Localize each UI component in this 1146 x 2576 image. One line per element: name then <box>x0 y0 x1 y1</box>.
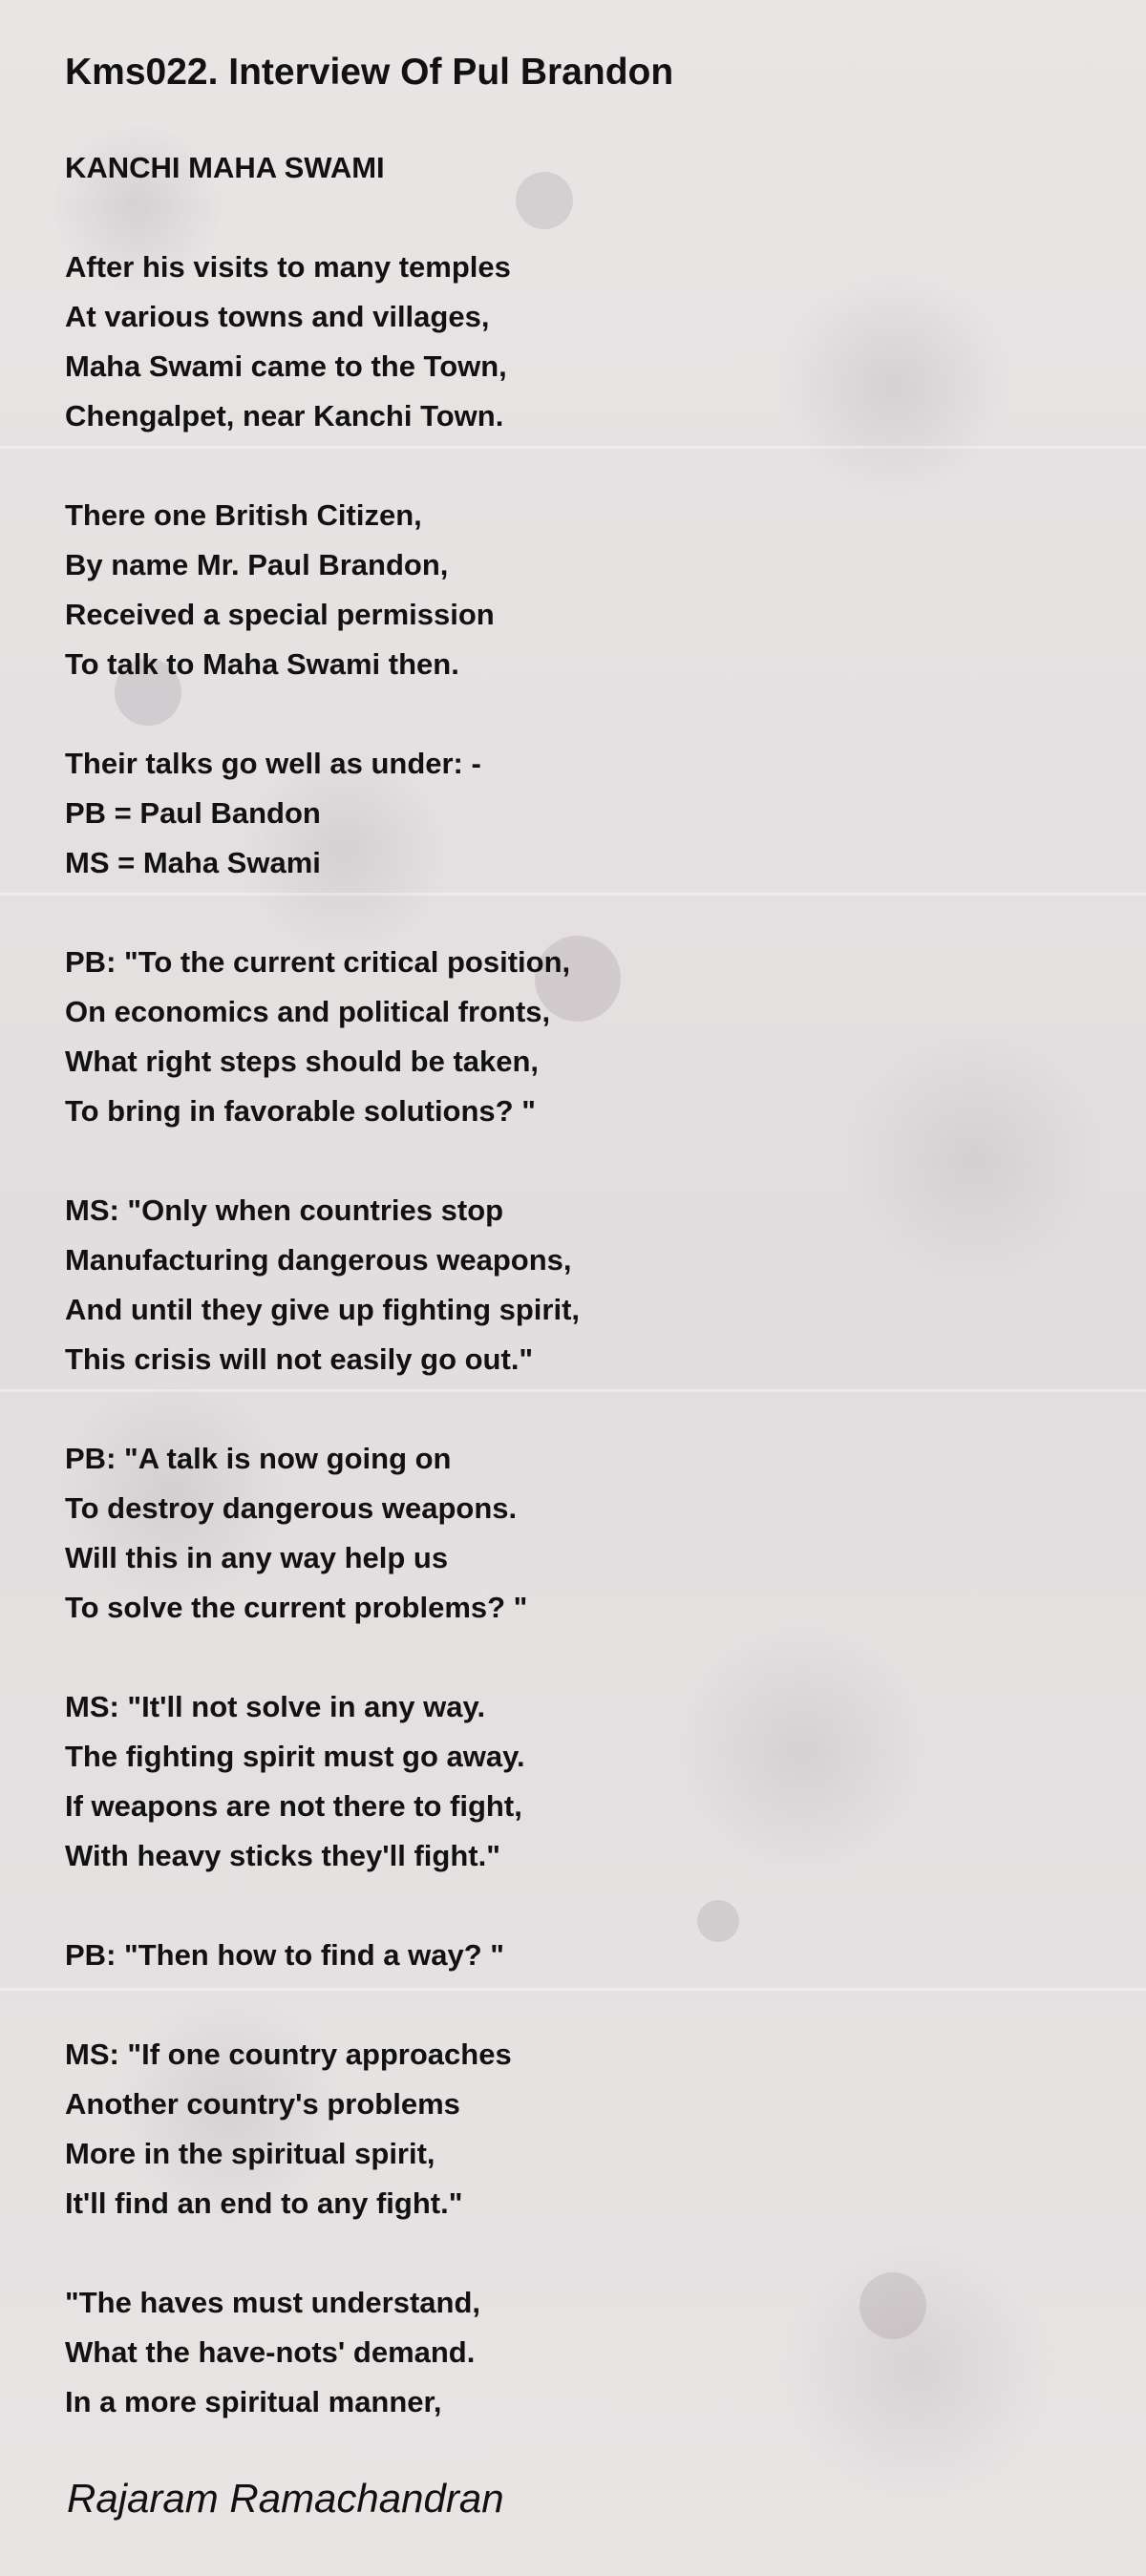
poem-stanza <box>65 739 1096 888</box>
poem-stanza <box>65 2278 1096 2427</box>
poem-line: By name Mr. Paul Brandon, <box>65 548 449 581</box>
poem-stanza <box>65 1434 1096 1633</box>
stanza-gap <box>65 441 1096 491</box>
poem-line: MS: "If one country approaches <box>65 2038 512 2071</box>
poem-stanza <box>65 1931 1096 1980</box>
poem-stanza <box>65 143 1096 193</box>
stanza-gap <box>65 1136 1096 1186</box>
author-name: Rajaram Ramachandran <box>67 2476 504 2521</box>
poem-line: Chengalpet, near Kanchi Town. <box>65 399 504 433</box>
poem-line: MS: "Only when countries stop <box>65 1193 504 1227</box>
poem-line: PB = Paul Bandon <box>65 796 321 830</box>
stanza-gap <box>65 1980 1096 2030</box>
poem-line: MS = Maha Swami <box>65 846 321 879</box>
poem-line: With heavy sticks they'll fight." <box>65 1839 500 1872</box>
stanza-gap <box>65 689 1096 739</box>
stanza-gap <box>65 888 1096 938</box>
poem-line: PB: "Then how to find a way? " <box>65 1938 504 1972</box>
poem-line: More in the spiritual spirit, <box>65 2137 435 2170</box>
poem-stanza <box>65 938 1096 1136</box>
poem-line: Received a special permission <box>65 598 495 631</box>
poem-line: If weapons are not there to fight, <box>65 1789 522 1823</box>
poem-line: Manufacturing dangerous weapons, <box>65 1243 572 1277</box>
poem-line: Another country's problems <box>65 2087 460 2121</box>
poem-line: Their talks go well as under: - <box>65 747 481 780</box>
poem-stanza <box>65 2030 1096 2228</box>
poem-title: Kms022. Interview Of Pul Brandon <box>65 52 674 93</box>
stanza-gap <box>65 1633 1096 1682</box>
poem-line: To solve the current problems? " <box>65 1591 528 1624</box>
poem-line: After his visits to many temples <box>65 250 511 284</box>
poem-line: Maha Swami came to the Town, <box>65 349 507 383</box>
poem-line: The fighting spirit must go away. <box>65 1740 525 1773</box>
stanza-gap <box>65 1881 1096 1931</box>
poem-line: To destroy dangerous weapons. <box>65 1491 518 1525</box>
poem-stanza <box>65 491 1096 689</box>
poem-line: To bring in favorable solutions? " <box>65 1094 536 1128</box>
poem-line: At various towns and villages, <box>65 300 490 333</box>
stanza-gap <box>65 1384 1096 1434</box>
poem-line: It'll find an end to any fight." <box>65 2186 463 2220</box>
poem-stanza <box>65 243 1096 441</box>
poem-line: To talk to Maha Swami then. <box>65 647 459 681</box>
poem-line: KANCHI MAHA SWAMI <box>65 151 385 184</box>
poem-line: PB: "To the current critical position, <box>65 945 571 979</box>
poem-stanza <box>65 1186 1096 1384</box>
poem-line: "The haves must understand, <box>65 2286 481 2319</box>
poem-line: There one British Citizen, <box>65 498 422 532</box>
poem-line: In a more spiritual manner, <box>65 2385 442 2418</box>
stanza-gap <box>65 2228 1096 2278</box>
poem-line: What right steps should be taken, <box>65 1045 540 1078</box>
poem-body <box>65 143 1096 2427</box>
poem-line: On economics and political fronts, <box>65 995 551 1028</box>
poem-line: What the have-nots' demand. <box>65 2335 476 2369</box>
poem-line: This crisis will not easily go out." <box>65 1342 534 1376</box>
poem-line: PB: "A talk is now going on <box>65 1442 452 1475</box>
poem-line: Will this in any way help us <box>65 1541 449 1574</box>
poem-line: MS: "It'll not solve in any way. <box>65 1690 486 1723</box>
stanza-gap <box>65 193 1096 243</box>
poem-stanza <box>65 1682 1096 1881</box>
poem-line: And until they give up fighting spirit, <box>65 1293 581 1326</box>
